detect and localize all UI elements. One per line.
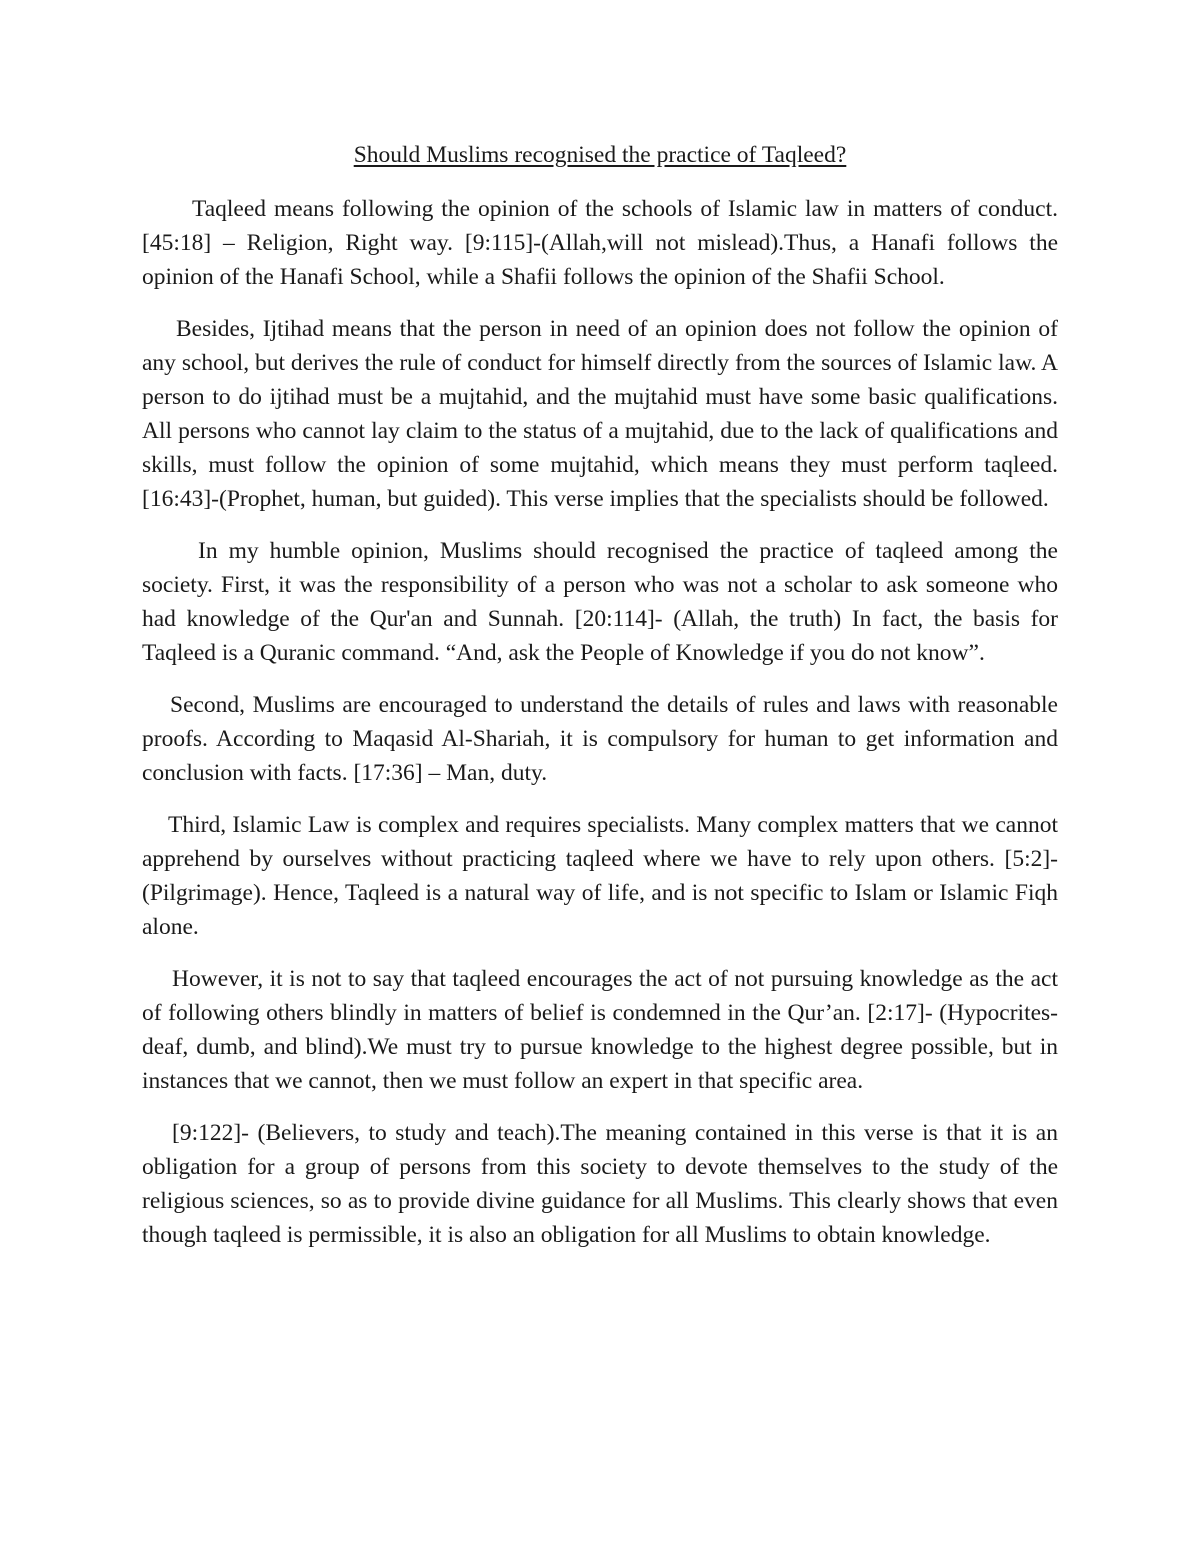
document-page	[142, 138, 1058, 1270]
paragraph-opinion: In my humble opinion, Muslims should recognised the practice of taqleed among the society. First, it was the responsibility of a person who was not a scholar to ask someone who had knowledge of the Qur'an and Sunnah. [20:114]- (Allah, the truth) In fact, the basis for Taqleed is a Quranic command. “And, ask the People of Knowledge if you do not know”.	[142, 538, 1058, 666]
paragraph-second-point: Second, Muslims are encouraged to understand the details of rules and laws with reasonable proofs. According to Maqasid Al-Shariah, it is compulsory for human to get information and conclusion with facts. [17:36] – Man, duty.	[142, 692, 1058, 786]
paragraph-ijtihad: Besides, Ijtihad means that the person in need of an opinion does not follow the opinion of any school, but derives the rule of conduct for himself directly from the sources of Islamic law. A person to do ijtihad must be a mujtahid, and the mujtahid must have some basic qualifications. All persons who cannot lay claim to the status of a mujtahid, due to the lack of qualifications and skills, must follow the opinion of some mujtahid, which means they must perform taqleed. [16:43]-(Prophet, human, but guided). This verse implies that the specialists should be followed.	[142, 316, 1058, 512]
paragraph-conclusion: [9:122]- (Believers, to study and teach).The meaning contained in this verse is that it is an obligation for a group of persons from this society to devote themselves to the study of the religious sciences, so as to provide divine guidance for all Muslims. This clearly shows that even though taqleed is permissible, it is also an obligation for all Muslims to obtain knowledge.	[142, 1120, 1058, 1248]
document-title: Should Muslims recognised the practice of Taqleed?	[353, 142, 847, 168]
paragraph-taqleed-definition: Taqleed means following the opinion of the schools of Islamic law in matters of conduct. [45:18] – Religion, Right way. [9:115]-(Allah,will not mislead).Thus, a Hanafi follows the opinion of the Hanafi School, while a Shafii follows the opinion of the Shafii School.	[142, 196, 1058, 290]
paragraph-however: However, it is not to say that taqleed encourages the act of not pursuing knowledge as the act of following others blindly in matters of belief is condemned in the Qur’an. [2:17]- (Hypocrites- deaf, dumb, and blind).We must try to pursue knowledge to the highest degree possible, but in instances that we cannot, then we must follow an expert in that specific area.	[142, 966, 1058, 1094]
paragraph-third-point: Third, Islamic Law is complex and requires specialists. Many complex matters that we cannot apprehend by ourselves without practicing taqleed where we have to rely upon others. [5:2]- (Pilgrimage). Hence, Taqleed is a natural way of life, and is not specific to Islam or Islamic Fiqh alone.	[142, 812, 1058, 940]
